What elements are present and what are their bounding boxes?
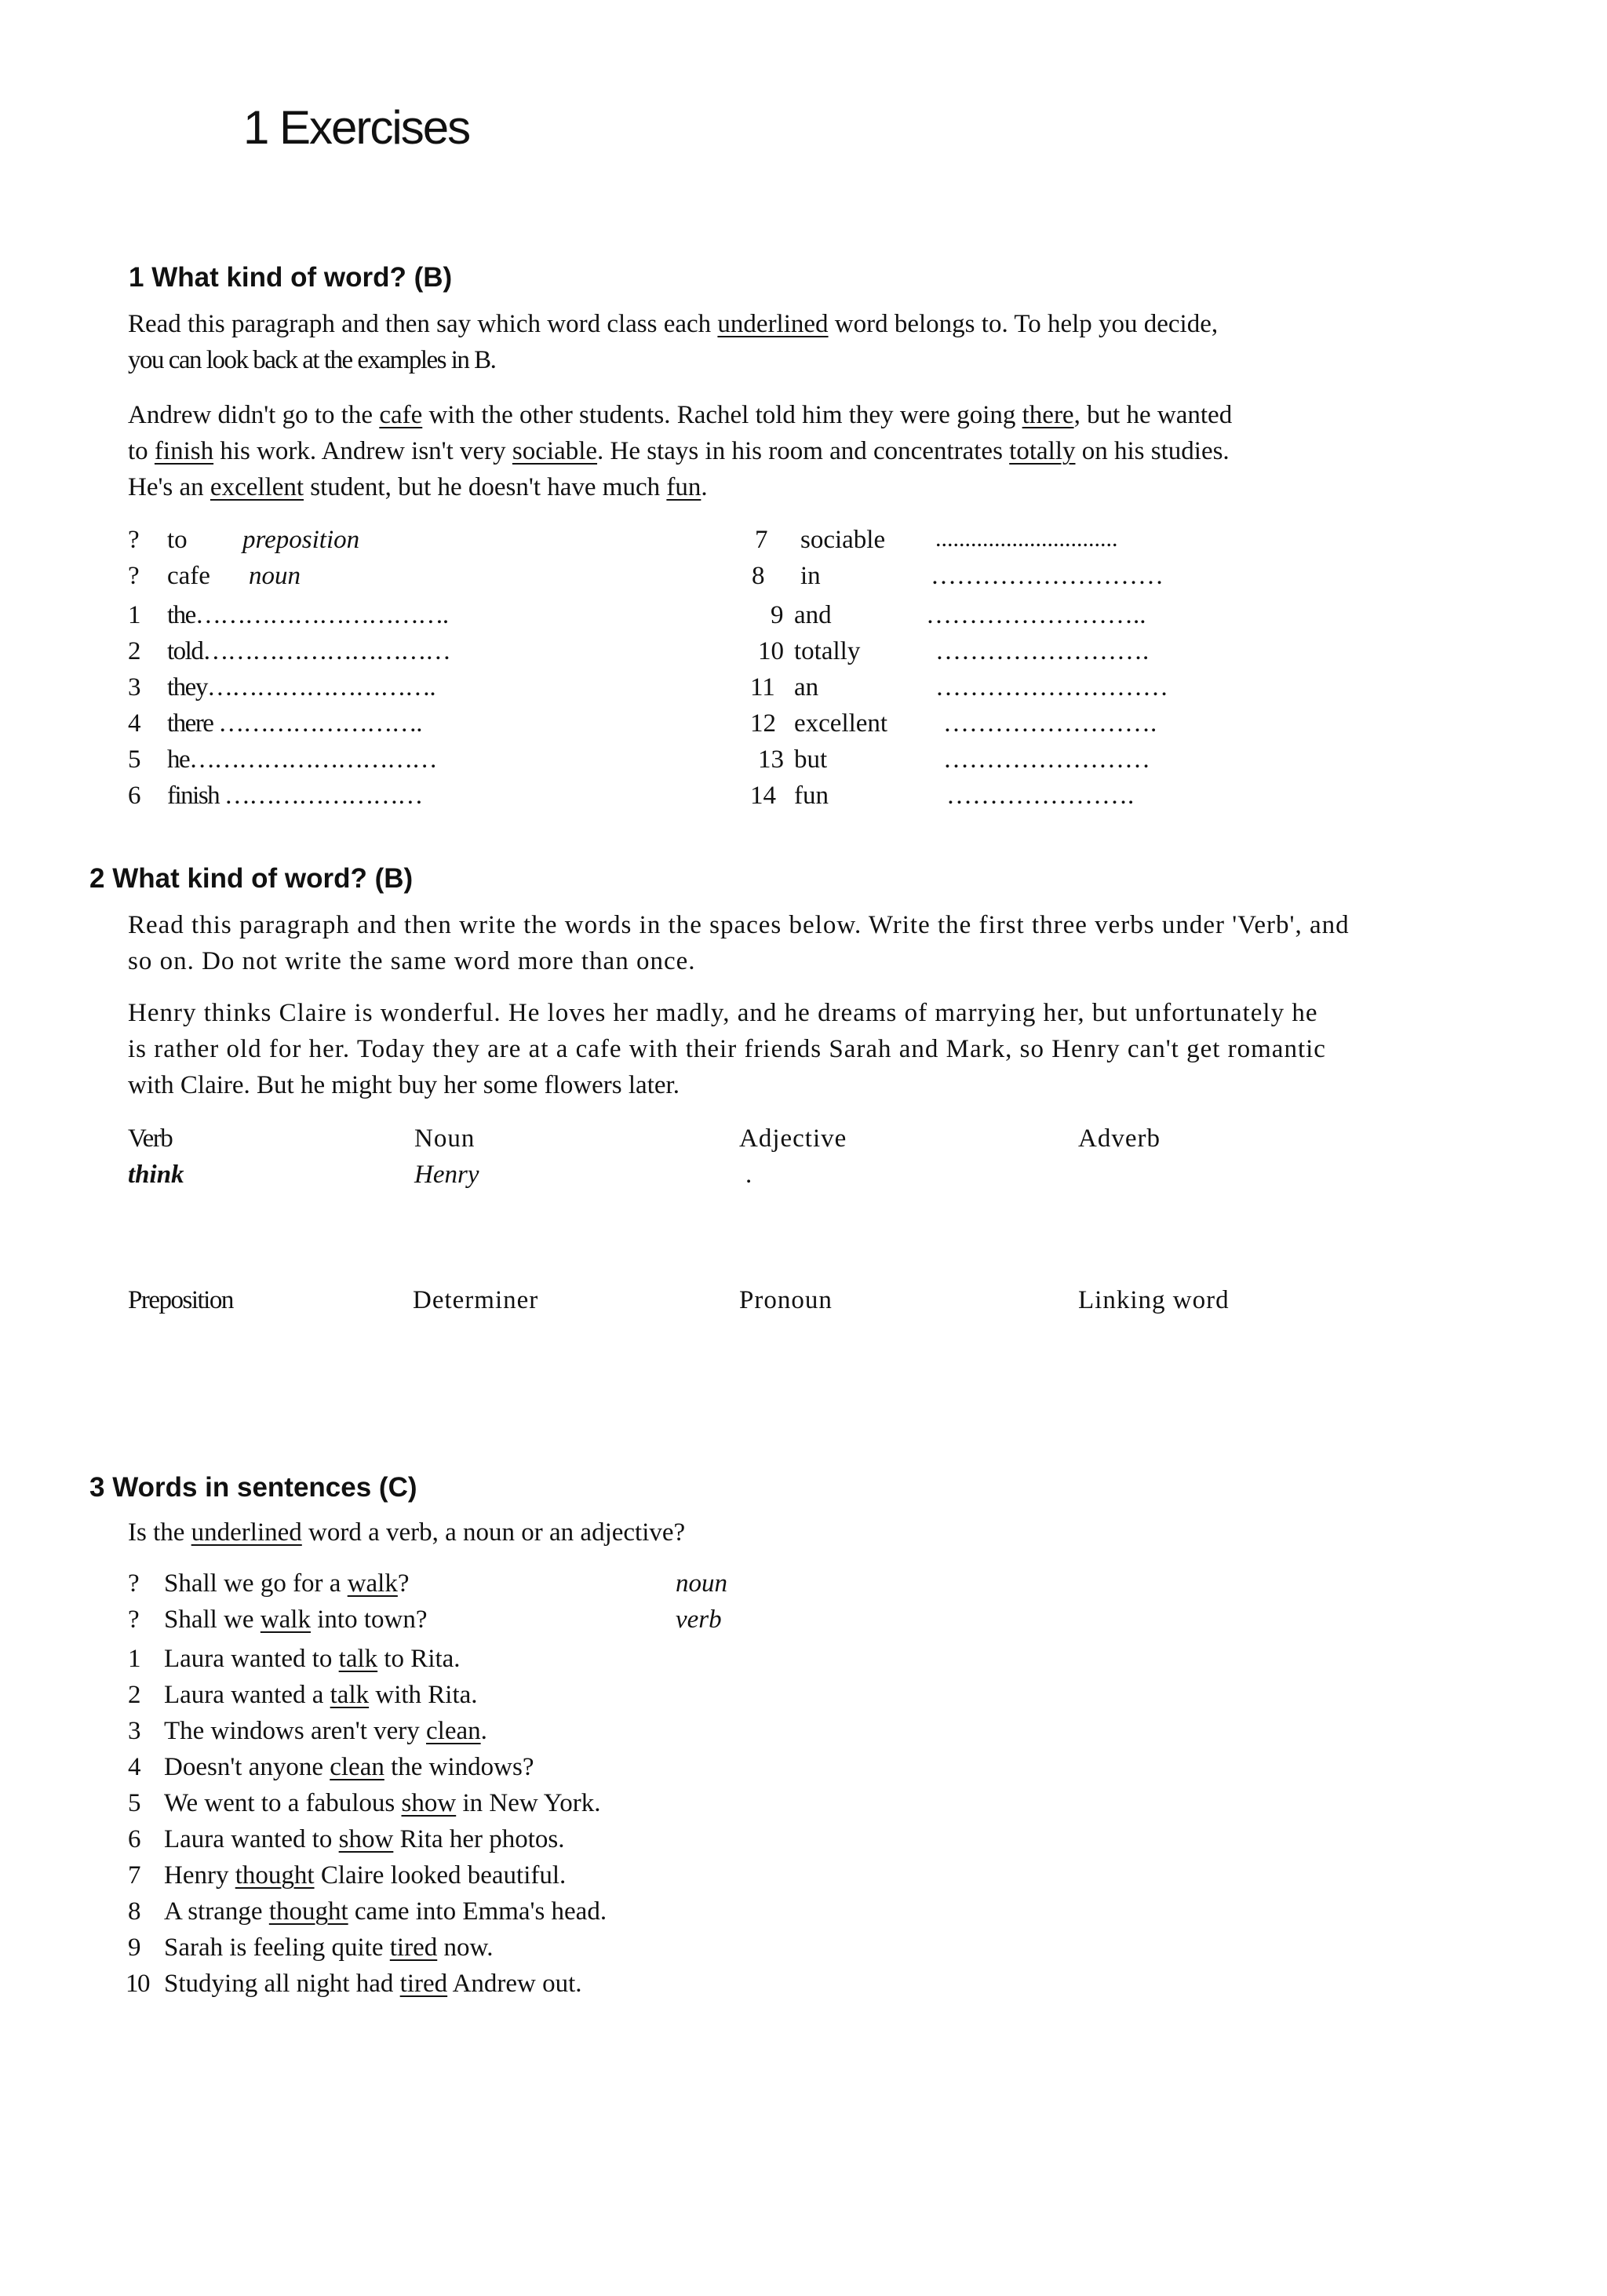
example-answer: noun <box>676 1569 727 1598</box>
underlined-word: thought <box>268 1897 348 1926</box>
example-adjective: . <box>745 1161 752 1189</box>
underlined-word: excellent <box>210 473 304 501</box>
underlined-word: thought <box>235 1861 315 1890</box>
exercise-1-instruction-line-2: you can look back at the examples in B. <box>128 346 496 374</box>
example-answer: noun <box>249 562 301 590</box>
example-noun: Henry <box>414 1161 479 1189</box>
column-header-determiner: Determiner <box>413 1286 539 1314</box>
exercise-1-paragraph-line-3: He's an excellent student, but he doesn't have much fun. <box>128 473 708 501</box>
exercise-3-instruction: Is the underlined word a verb, a noun or an adjective? <box>128 1518 686 1547</box>
exercise-2-paragraph-line-3: with Claire. But he might buy her some flowers later. <box>128 1071 680 1099</box>
underlined-word: sociable <box>512 437 598 465</box>
underlined-word: underlined <box>717 310 829 338</box>
exercise-3-heading: 3 Words in sentences (C) <box>89 1472 417 1503</box>
exercise-2-heading: 2 What kind of word? (B) <box>89 863 414 894</box>
column-header-verb: Verb <box>128 1124 173 1153</box>
underlined-word: clean <box>426 1717 481 1745</box>
column-header-linking-word: Linking word <box>1078 1286 1230 1314</box>
exercise-1-instruction-line-1: Read this paragraph and then say which word class each underlined word belongs to. To help you decide, <box>128 310 1219 338</box>
underlined-word: tired <box>389 1933 438 1962</box>
example-answer: preposition <box>242 526 360 554</box>
underlined-word: walk <box>347 1569 398 1598</box>
underlined-word: fun <box>666 473 701 501</box>
exercise-1-paragraph-line-2: to finish his work. Andrew isn't very sociable. He stays in his room and concentrates totally on his studies. <box>128 437 1230 465</box>
underlined-word: tired <box>399 1970 448 1998</box>
underlined-word: walk <box>260 1605 311 1634</box>
page-title: 1 Exercises <box>243 101 470 154</box>
column-header-adjective: Adjective <box>739 1124 847 1153</box>
column-header-preposition: Preposition <box>128 1286 233 1314</box>
exercise-2-instruction-line-2: so on. Do not write the same word more than once. <box>128 947 696 975</box>
underlined-word: show <box>338 1825 394 1853</box>
underlined-word: cafe <box>379 401 423 429</box>
underlined-word: clean <box>330 1753 384 1781</box>
example-verb: think <box>128 1161 184 1189</box>
underlined-word: finish <box>154 437 214 465</box>
column-header-pronoun: Pronoun <box>739 1286 833 1314</box>
column-header-adverb: Adverb <box>1078 1124 1161 1153</box>
exercise-2-paragraph-line-1: Henry thinks Claire is wonderful. He loves her madly, and he dreams of marrying her, but unfortunately he <box>128 999 1318 1027</box>
underlined-word: talk <box>338 1645 378 1673</box>
underlined-word: underlined <box>191 1518 302 1547</box>
underlined-word: talk <box>330 1681 370 1709</box>
underlined-word: there <box>1022 401 1074 429</box>
example-answer: verb <box>676 1605 722 1634</box>
exercise-1-paragraph-line-1: Andrew didn't go to the cafe with the other students. Rachel told him they were going there, but he wanted <box>128 401 1233 429</box>
column-header-noun: Noun <box>414 1124 476 1153</box>
exercise-2-instruction-line-1: Read this paragraph and then write the words in the spaces below. Write the first three verbs under 'Verb', and <box>128 911 1350 939</box>
exercise-1-heading: 1 What kind of word? (B) <box>129 262 453 293</box>
exercise-2-paragraph-line-2: is rather old for her. Today they are at a cafe with their friends Sarah and Mark, so Henry can't get romantic <box>128 1035 1326 1063</box>
underlined-word: totally <box>1009 437 1076 465</box>
underlined-word: show <box>401 1789 457 1817</box>
